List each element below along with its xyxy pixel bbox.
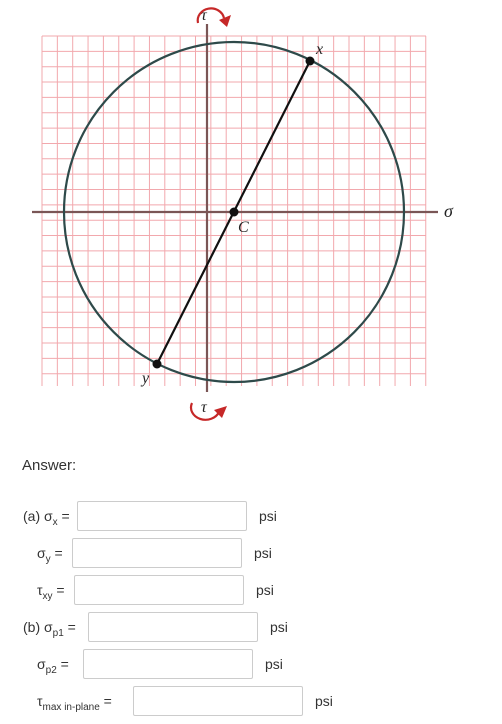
answer-row-tau-max-in-plane: [0, 686, 502, 720]
tau-xy-label: $\tau_{xy}$ =: [37, 582, 65, 602]
sigma-y-label: $\sigma_y$ =: [37, 545, 63, 565]
sigma-p1-input[interactable]: [88, 612, 258, 642]
answer-row-sigma-p2: [0, 649, 502, 683]
sigma-p1-unit: psi: [270, 619, 288, 635]
tau-max-in-plane-input[interactable]: [133, 686, 303, 716]
point-x-label: x: [316, 41, 324, 58]
answer-row-sigma-y: [0, 538, 502, 572]
answer-row-sigma-p1: [0, 612, 502, 646]
center-label: C: [238, 219, 249, 236]
sigma-p2-input[interactable]: [83, 649, 253, 679]
tau-max-in-plane-unit: psi: [315, 693, 333, 709]
sigma-y-input[interactable]: [72, 538, 242, 568]
tau-max-in-plane-label: $\tau_{max in-plane}$ =: [37, 693, 112, 713]
sigma-x-unit: psi: [259, 508, 277, 524]
clockwise-arrow-bottom-icon: [191, 403, 227, 420]
answer-row-sigma-x: [0, 501, 502, 535]
point-y-label: y: [142, 370, 150, 387]
sigma-x-label: (a) $\sigma_x$ =: [23, 508, 70, 528]
tau-top-label: τ: [201, 7, 207, 24]
sigma-p1-label: (b) $\sigma_{p1}$ =: [23, 619, 76, 639]
answer-heading: Answer:: [22, 457, 77, 474]
sigma-y-unit: psi: [254, 545, 272, 561]
sigma-x-input[interactable]: [77, 501, 247, 531]
tau-xy-unit: psi: [256, 582, 274, 598]
point-center: [230, 208, 239, 217]
point-y: [153, 360, 162, 369]
tau-bottom-label: τ: [201, 399, 207, 416]
answer-row-tau-xy: [0, 575, 502, 609]
tau-xy-input[interactable]: [74, 575, 244, 605]
sigma-axis-label: σ: [444, 201, 453, 221]
point-x: [306, 57, 315, 66]
sigma-p2-label: $\sigma_{p2}$ =: [37, 656, 69, 676]
sigma-p2-unit: psi: [265, 656, 283, 672]
